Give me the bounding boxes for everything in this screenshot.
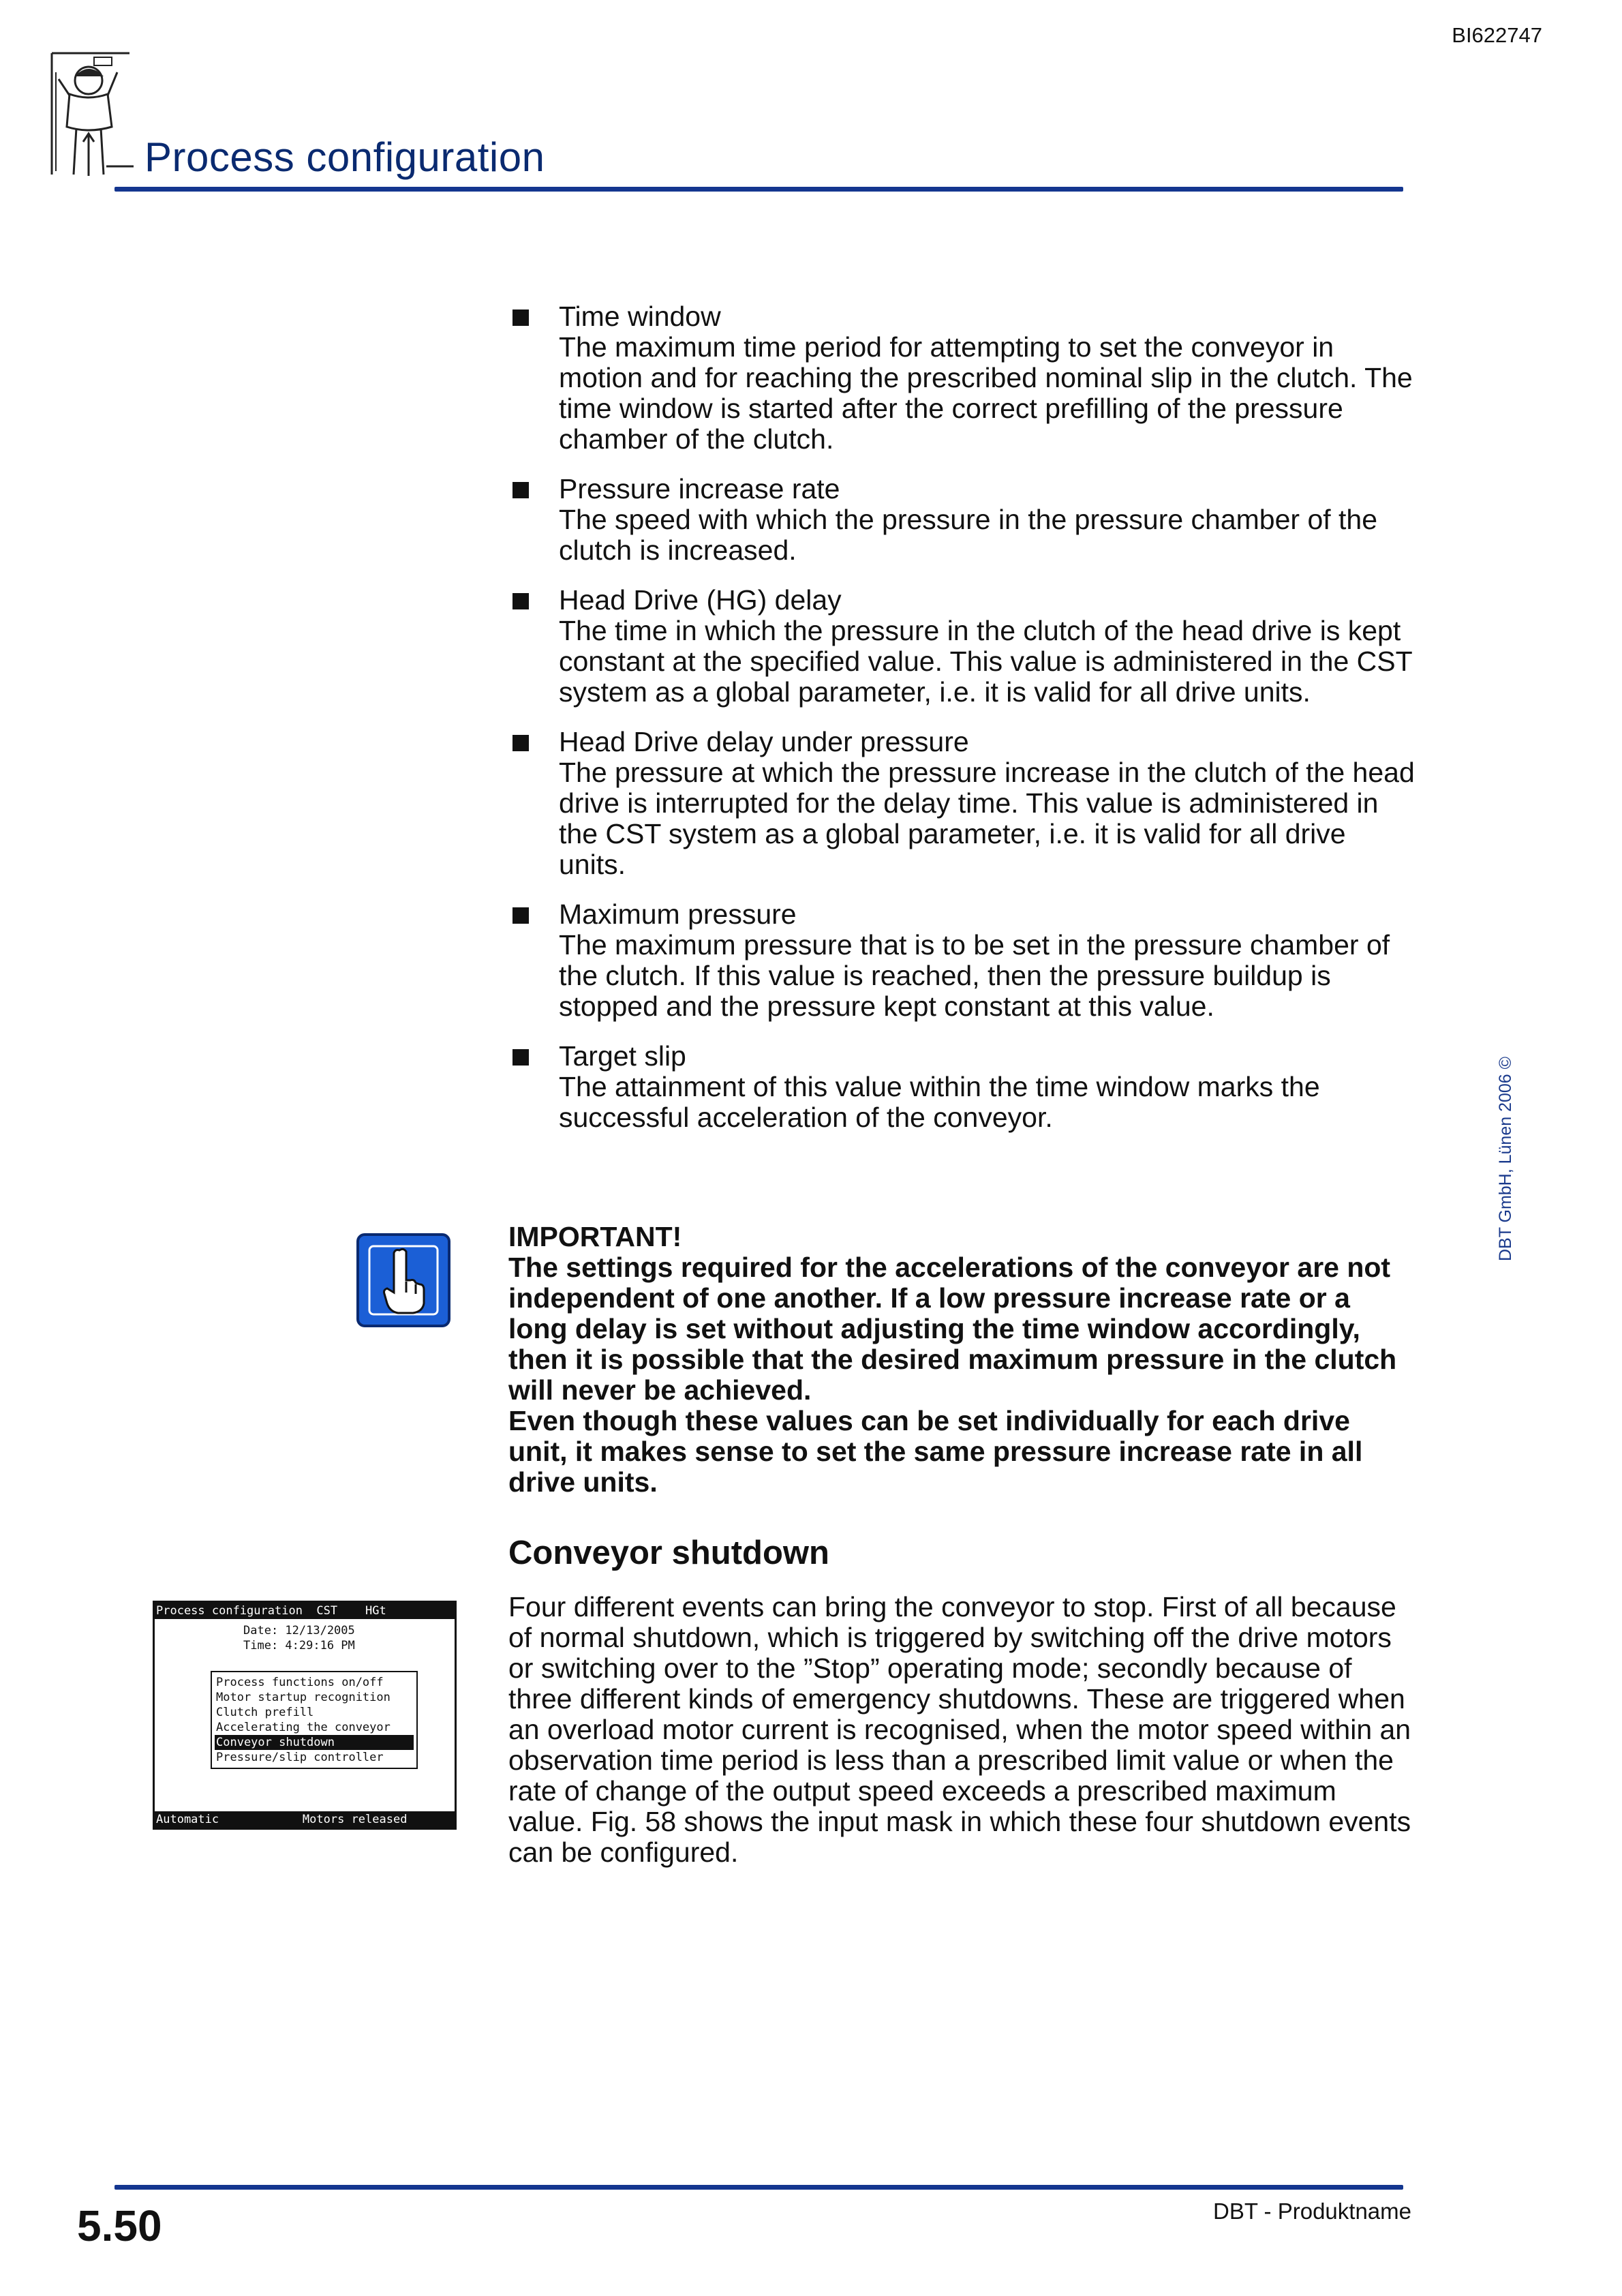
screen-date: Date: 12/13/2005 xyxy=(243,1624,355,1637)
pointing-hand-icon xyxy=(356,1233,451,1328)
screen-footer: Automatic Motors released xyxy=(155,1811,455,1828)
footer-rule xyxy=(114,2185,1403,2190)
screen-menu-item: Pressure/slip controller xyxy=(216,1751,384,1764)
item-term: Time window xyxy=(559,301,721,332)
item-term: Head Drive (HG) delay xyxy=(559,584,842,616)
document-id: BI622747 xyxy=(1452,23,1542,47)
screen-menu-item: Accelerating the conveyor xyxy=(216,1721,391,1734)
bullet-square-icon xyxy=(512,593,529,609)
list-item xyxy=(510,585,1416,708)
item-term: Maximum pressure xyxy=(559,898,797,930)
bullet-square-icon xyxy=(512,1049,529,1066)
item-term: Pressure increase rate xyxy=(559,473,840,504)
screen-time: Time: 4:29:16 PM xyxy=(243,1639,355,1652)
item-description: The maximum time period for attempting to set the conveyor in motion and for reaching the prescribed nominal slip in the clutch. The time window is started after the correct prefilling of the pressure chamber of the clutch. xyxy=(559,331,1413,455)
section-paragraph: Four different events can bring the conveyor to stop. First of all because of normal shutdown, which is triggered by switching off the drive motors or switching over to the ”Stop” operating mode; secondly because of three different kinds of emergency shutdowns. These are triggered when an overload motor current is recognised, when the motor speed within an observation time period is less than a prescribed limit value or when the rate of change of the output speed exceeds a prescribed maximum value. Fig. 58 shows the input mask in which these four shutdown events can be configured. xyxy=(508,1591,1411,1868)
screen-figure xyxy=(153,1601,457,1830)
product-name: DBT - Produktname xyxy=(1212,2199,1411,2224)
item-term: Target slip xyxy=(559,1040,686,1072)
screen-menu-item: Clutch prefill xyxy=(216,1706,314,1719)
item-description: The pressure at which the pressure increase in the clutch of the head drive is interrupted for the delay time. This value is administered in the CST system as a global parameter, i.e. it is valid for all drive units. xyxy=(559,757,1415,880)
parameter-list xyxy=(510,301,1416,1152)
bullet-square-icon xyxy=(512,735,529,751)
list-item xyxy=(510,899,1416,1022)
page-number: 5.50 xyxy=(77,2201,162,2250)
important-paragraph: The settings required for the accelerations of the conveyor are not independent of one another. If a low pressure increase rate or a long delay is set without adjusting the time window accordingly, then it is possible that the desired maximum pressure in the clutch will never be achieved. xyxy=(508,1252,1397,1406)
screen-menu xyxy=(211,1671,418,1769)
item-description: The maximum pressure that is to be set in the pressure chamber of the clutch. If this value is reached, then the pressure buildup is stopped and the pressure kept constant at this value. xyxy=(559,929,1390,1022)
section-heading: Conveyor shutdown xyxy=(508,1535,829,1571)
item-description: The time in which the pressure in the clutch of the head drive is kept constant at the specified value. This value is administered in the CST system as a global parameter, i.e. it is valid for all drive units. xyxy=(559,615,1412,708)
bullet-square-icon xyxy=(512,482,529,498)
important-label: IMPORTANT! xyxy=(508,1221,682,1252)
item-description: The attainment of this value within the time window marks the successful acceleration of the conveyor. xyxy=(559,1071,1320,1133)
list-item xyxy=(510,727,1416,880)
screen-header: Process configuration CST HGt xyxy=(155,1603,455,1619)
page-title: Process configuration xyxy=(144,134,545,180)
bullet-square-icon xyxy=(512,907,529,924)
item-description: The speed with which the pressure in the pressure chamber of the clutch is increased. xyxy=(559,504,1378,566)
list-item xyxy=(510,301,1416,455)
copyright-notice: DBT GmbH, Lünen 2006 © xyxy=(1496,1056,1515,1261)
header-rule xyxy=(114,187,1403,192)
item-term: Head Drive delay under pressure xyxy=(559,726,969,757)
bullet-square-icon xyxy=(512,309,529,326)
list-item xyxy=(510,474,1416,566)
worker-logo-icon xyxy=(49,52,134,181)
screen-menu-item: Process functions on/off xyxy=(216,1676,384,1689)
important-note xyxy=(508,1222,1416,1498)
list-item xyxy=(510,1041,1416,1133)
screen-menu-item: Conveyor shutdown xyxy=(215,1735,414,1750)
important-paragraph: Even though these values can be set individually for each drive unit, it makes sense to set the same pressure increase rate in all drive units. xyxy=(508,1405,1363,1498)
screen-menu-item: Motor startup recognition xyxy=(216,1691,391,1704)
